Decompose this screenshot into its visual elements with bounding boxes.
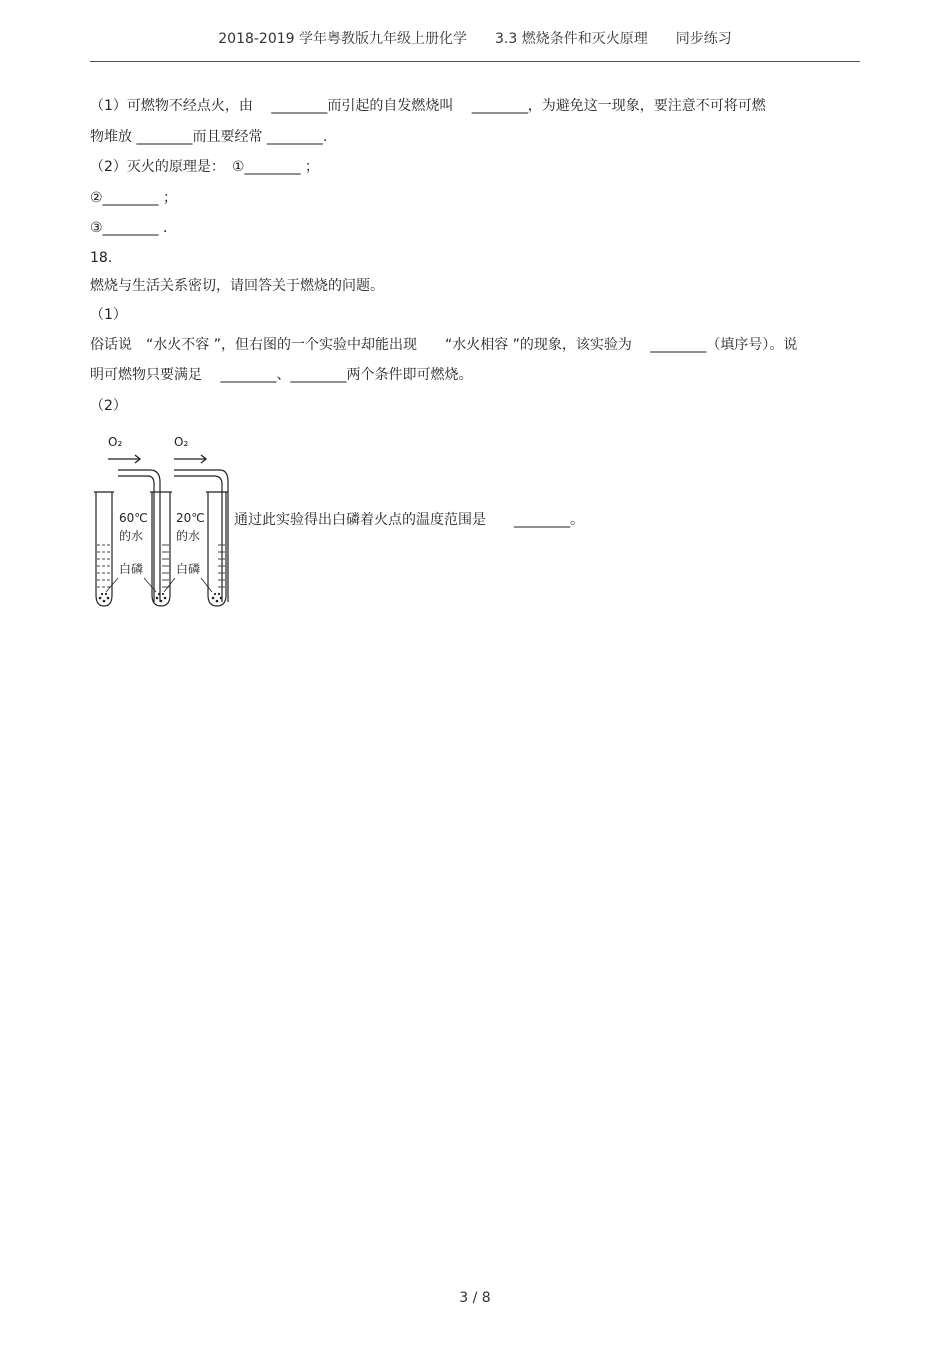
phosphorus-label: 白磷 <box>176 562 201 576</box>
text-line: （1） <box>90 307 127 323</box>
header-divider <box>90 61 860 62</box>
oxygen-label: O₂ <box>108 435 123 449</box>
oxygen-label: O₂ <box>174 435 189 449</box>
text-line: （1）可燃物不经点火，由 ________而引起的自发燃烧叫 ________，为避免这一现象，要注意不可将可燃 <box>90 98 766 114</box>
test-tube-diagram <box>88 430 238 610</box>
figure-caption: 通过此实验得出白磷着火点的温度范围是 ________。 <box>234 512 584 528</box>
experiment-figure <box>88 430 238 610</box>
text-line: （2） <box>90 398 127 414</box>
text-line: （2）灭火的原理是： ①________ ； <box>90 159 319 175</box>
text-line: ③________ . <box>90 220 168 236</box>
arrow-icon <box>108 455 206 463</box>
test-tube <box>94 492 228 606</box>
page-number: 3 / 8 <box>459 1290 491 1306</box>
phosphorus-label: 白磷 <box>119 562 144 576</box>
text-line: 物堆放 ________而且要经常 ________. <box>90 129 328 145</box>
water-label: 的水 <box>176 529 201 543</box>
text-line: 明可燃物只要满足 ________、________两个条件即可燃烧。 <box>90 367 473 383</box>
water-temp-label: 20℃ <box>176 511 205 525</box>
water-label: 的水 <box>119 529 144 543</box>
label-leader-line <box>106 578 212 592</box>
text-line: ②________ ； <box>90 190 178 206</box>
page-header: 2018-2019 学年粤教版九年级上册化学 3.3 燃烧条件和灭火原理 同步练习 <box>218 31 732 47</box>
water-temp-label: 60℃ <box>119 511 148 525</box>
text-line: 俗话说 “水火不容 ”，但右图的一个实验中却能出现 “水火相容 ”的现象，该实验为 ________（填序号）。说 <box>90 337 798 353</box>
text-line: 燃烧与生活关系密切，请回答关于燃烧的问题。 <box>90 278 384 294</box>
question-number: 18. <box>90 250 113 266</box>
